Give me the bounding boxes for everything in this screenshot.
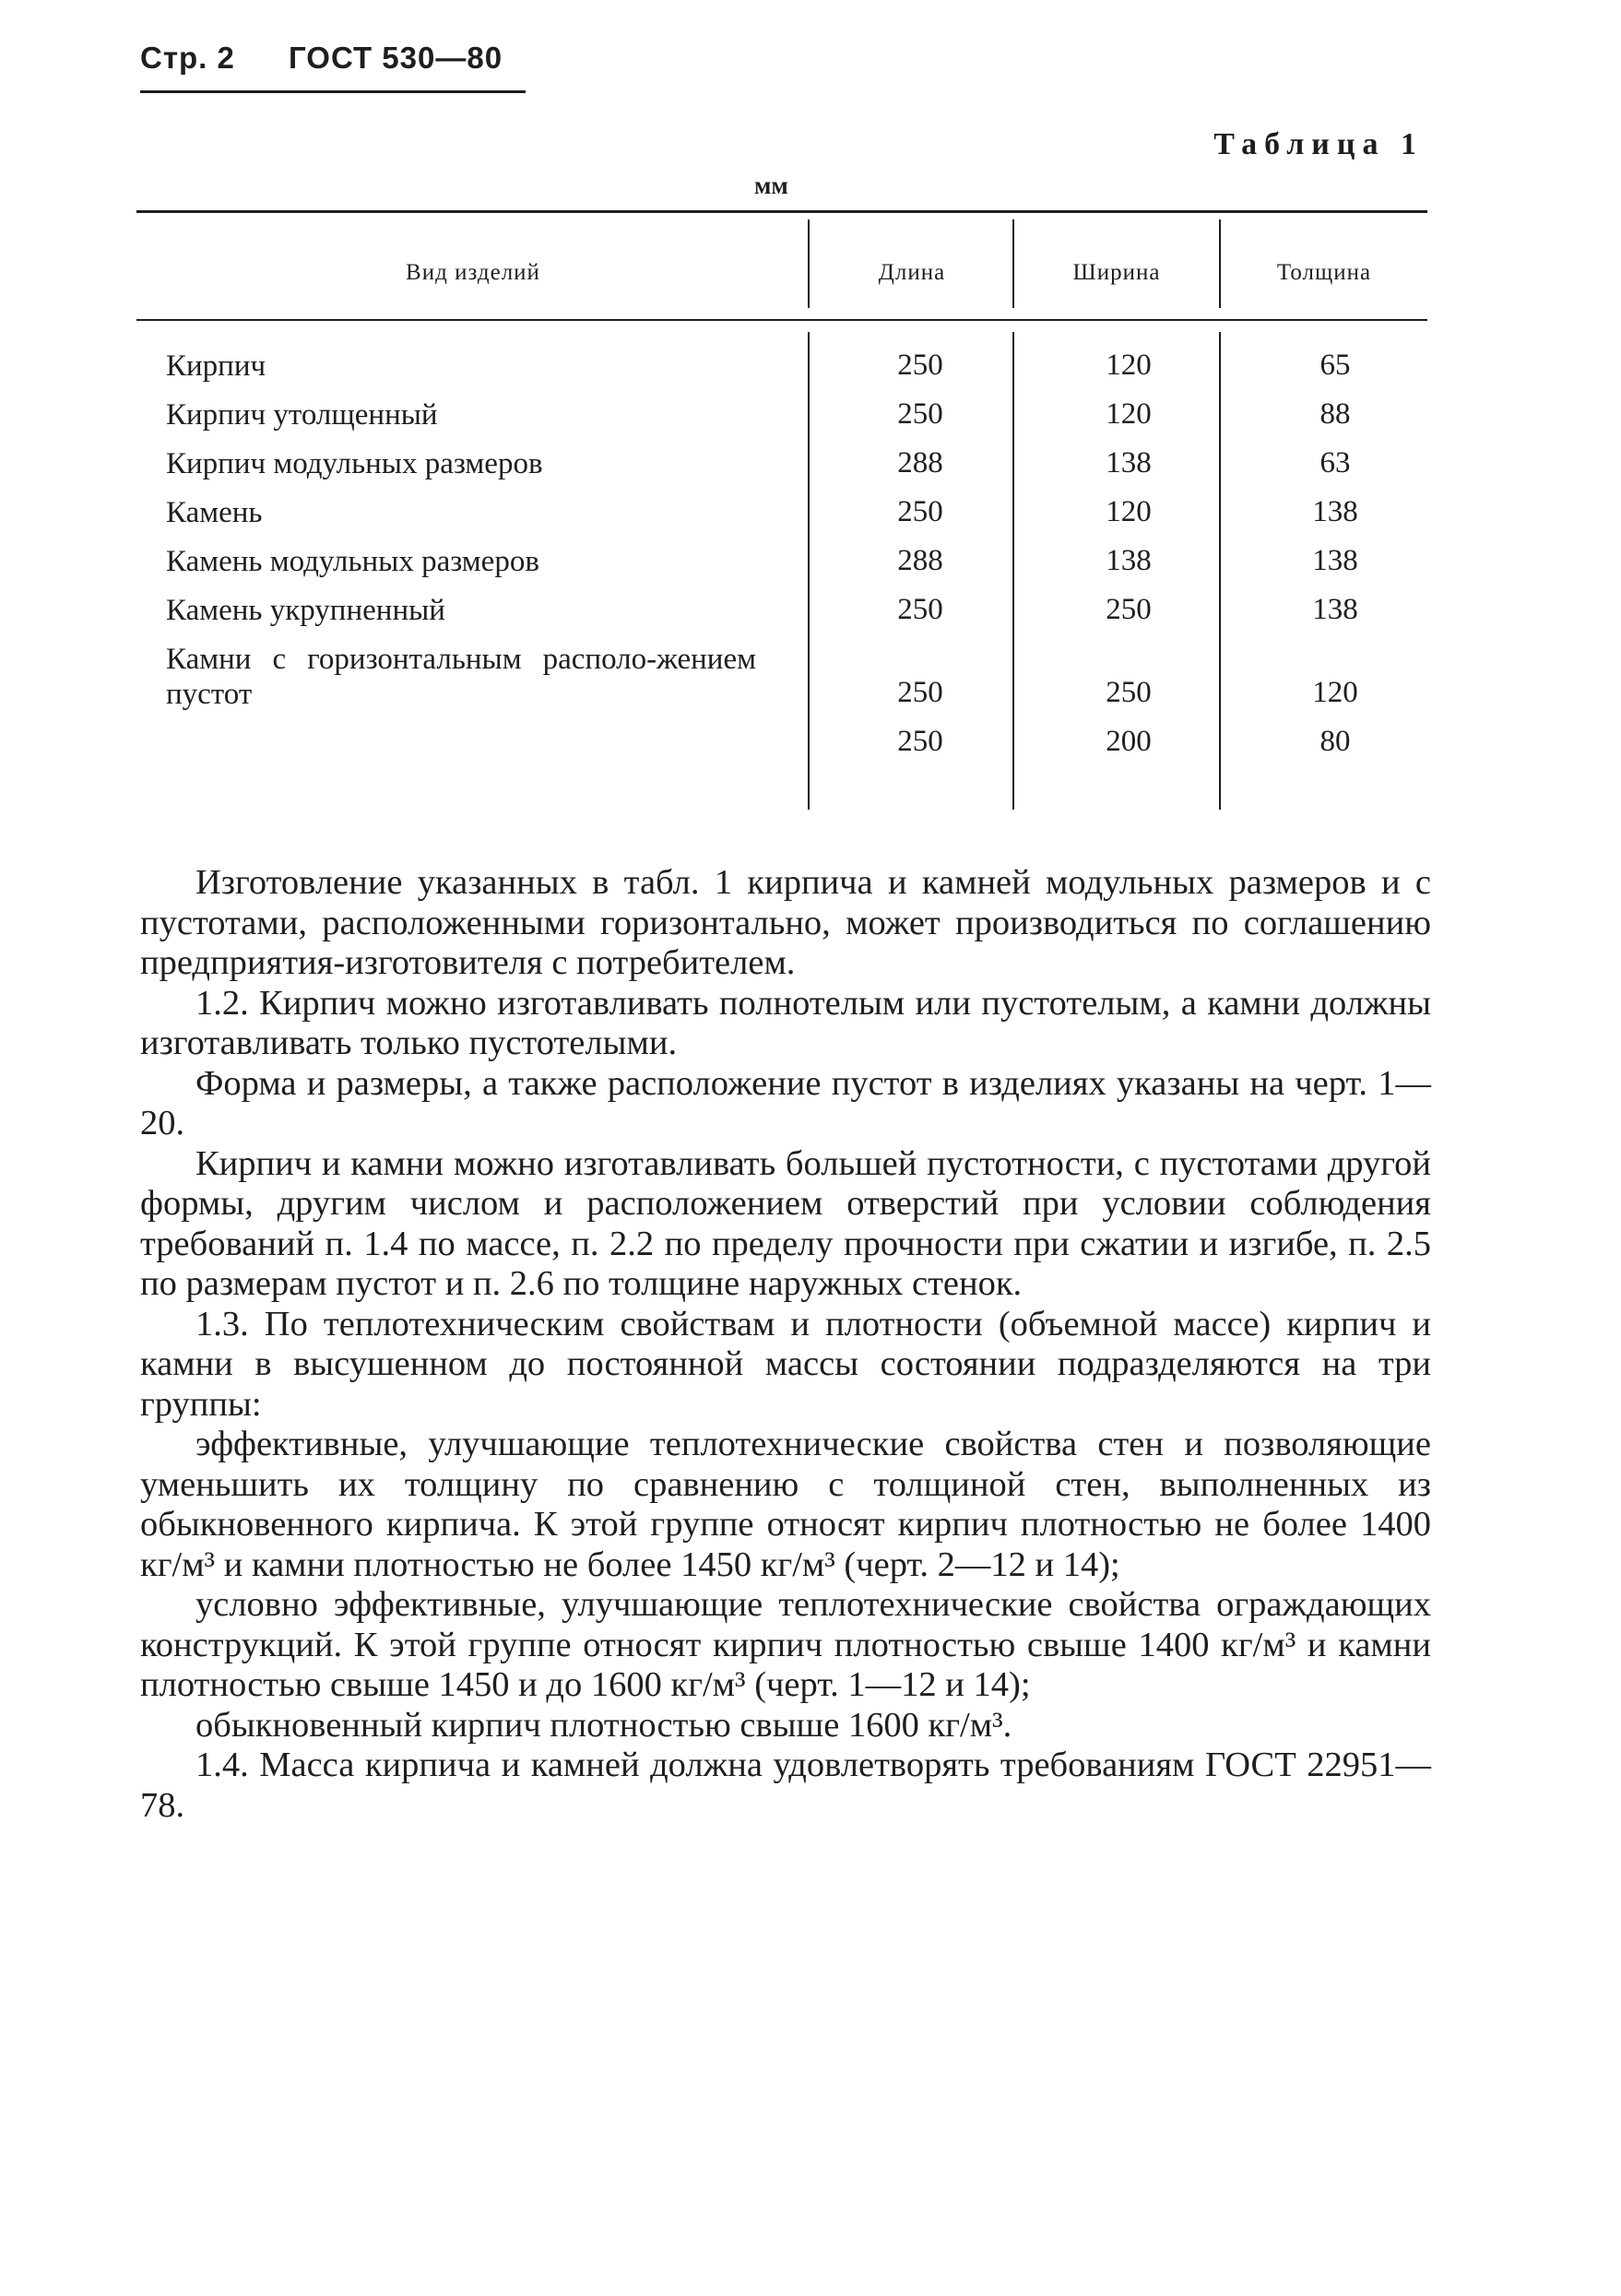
row-width: 138 (1106, 446, 1152, 479)
column-divider (1219, 219, 1221, 308)
header-thickness: Толщина (1276, 260, 1372, 285)
row-width: 250 (1106, 676, 1152, 709)
paragraph: 1.2. Кирпич можно изготавливать полнотелым или пустотелым, а камни должны изготавливать только пустотелыми. (140, 983, 1431, 1062)
standard-number: ГОСТ 530—80 (289, 41, 503, 75)
column-divider (1219, 332, 1221, 810)
row-length: 250 (897, 593, 943, 626)
header-width: Ширина (1072, 260, 1161, 285)
row-length: 250 (897, 725, 943, 758)
row-name: Камень (166, 496, 263, 529)
row-thickness: 88 (1319, 397, 1351, 431)
paragraph: обыкновенный кирпич плотностью свыше 1600 кг/м³. (195, 1705, 1012, 1745)
paragraph: эффективные, улучшающие теплотехнические свойства стен и позволяющие уменьшить их толщину по сравнению с толщиной стен, выполненных из обыкновенного кирпича. К этой группе относят кирпич плотностью не более 1400 кг/м³ и камни плотностью не более 1450 кг/м³ (черт. 2—12 и 14); (140, 1425, 1431, 1584)
page-number: Стр. 2 (140, 41, 235, 75)
row-width: 250 (1106, 593, 1152, 626)
table-top-rule (136, 210, 1427, 213)
table-caption: Таблица 1 (1213, 127, 1424, 161)
row-width: 120 (1106, 349, 1152, 382)
table-unit: мм (754, 172, 788, 199)
paragraph: Изготовление указанных в табл. 1 кирпича и камней модульных размеров и с пустотами, расположенными горизонтально, может производиться по соглашению предприятия-изготовителя с потребителем. (140, 863, 1431, 982)
page-header (140, 41, 503, 76)
dimensions-table (136, 210, 1427, 819)
paragraph: Форма и размеры, а также расположение пустот в изделиях указаны на черт. 1—20. (140, 1063, 1431, 1142)
paragraph: условно эффективные, улучшающие теплотехнические свойства ограждающих конструкций. К этой группе относят кирпич плотностью свыше 1400 кг/м³ и камни плотностью свыше 1450 и до 1600 кг/м³ (черт. 1—12 и 14); (140, 1585, 1431, 1704)
row-length: 288 (897, 446, 943, 479)
row-name: Кирпич утолщенный (166, 398, 438, 432)
row-thickness: 80 (1319, 725, 1351, 758)
row-thickness: 138 (1312, 593, 1358, 626)
row-length: 250 (897, 349, 943, 382)
row-width: 138 (1106, 544, 1152, 577)
column-divider (808, 219, 810, 308)
header-underline (140, 90, 526, 93)
row-name: Кирпич модульных размеров (166, 447, 543, 480)
row-width: 200 (1106, 725, 1152, 758)
row-name: Камень модульных размеров (166, 545, 539, 578)
header-length: Длина (878, 260, 946, 285)
row-length: 288 (897, 544, 943, 577)
row-name: Кирпич (166, 349, 266, 383)
column-divider (808, 332, 810, 810)
row-thickness: 138 (1312, 495, 1358, 528)
row-width: 120 (1106, 495, 1152, 528)
paragraph: Кирпич и камни можно изготавливать большей пустотности, с пустотами другой формы, другим числом и расположением отверстий при условии соблюдения требований п. 1.4 по массе, п. 2.2 по пределу прочности при сжатии и изгибе, п. 2.5 по размерам пустот и п. 2.6 по толщине наружных стенок. (140, 1143, 1431, 1303)
body-text (140, 863, 1431, 1826)
row-thickness: 63 (1319, 446, 1351, 479)
row-thickness: 120 (1312, 676, 1358, 709)
column-divider (1012, 332, 1014, 810)
header-product-type: Вид изделий (406, 260, 540, 285)
paragraph: 1.3. По теплотехническим свойствам и плотности (объемной массе) кирпич и камни в высушенном до постоянной массы состоянии подразделяются на три группы: (140, 1304, 1431, 1424)
paragraph: 1.4. Масса кирпича и камней должна удовлетворять требованиям ГОСТ 22951—78. (140, 1746, 1431, 1825)
row-length: 250 (897, 397, 943, 431)
table-header-rule (136, 319, 1427, 321)
row-thickness: 65 (1319, 349, 1351, 382)
row-width: 120 (1106, 397, 1152, 431)
row-name: Камень укрупненный (166, 594, 445, 627)
row-name: Камни с горизонтальным располо-жением пустот (166, 643, 756, 711)
row-thickness: 138 (1312, 544, 1358, 577)
column-divider (1012, 219, 1014, 308)
row-length: 250 (897, 676, 943, 709)
row-length: 250 (897, 495, 943, 528)
